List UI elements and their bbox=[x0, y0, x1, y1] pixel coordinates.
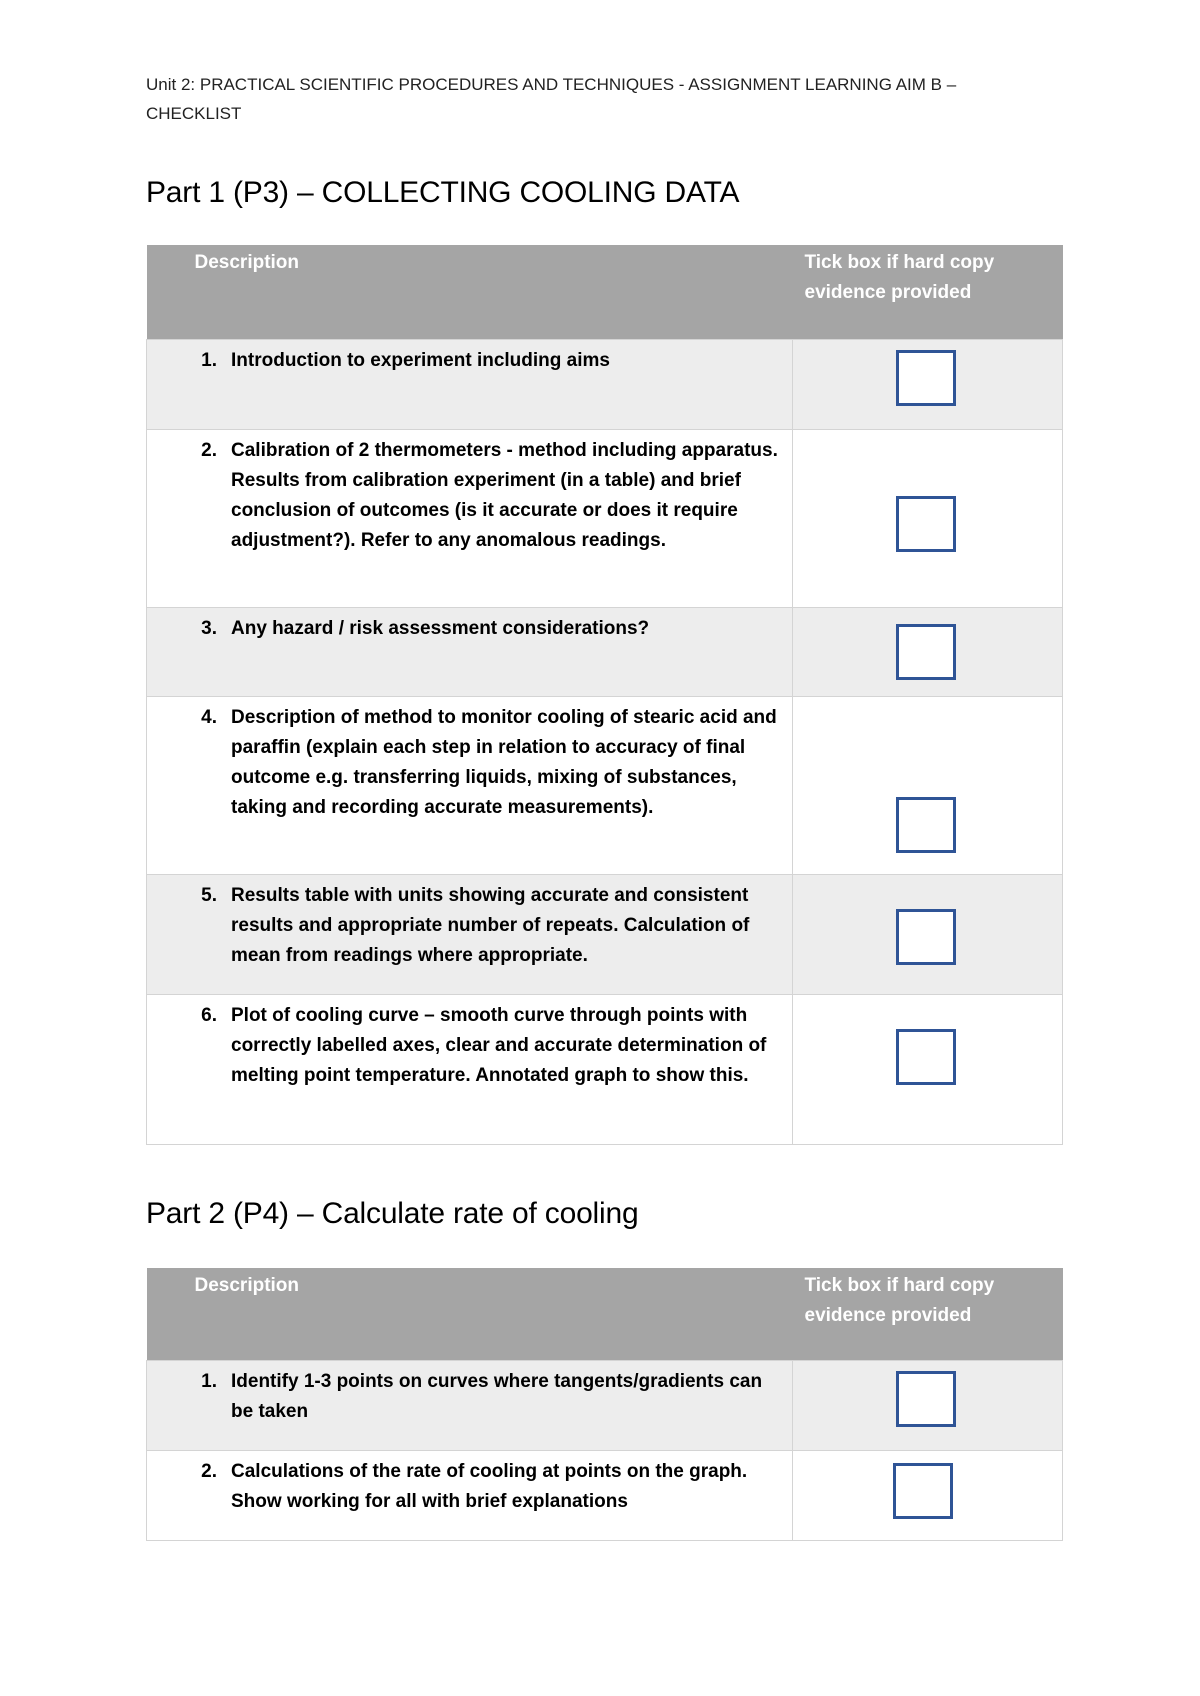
row-tick-cell bbox=[793, 339, 1063, 429]
item-number: 5. bbox=[201, 884, 217, 906]
item-number: 4. bbox=[201, 706, 217, 728]
table-row bbox=[147, 874, 1063, 994]
item-text: Results table with units showing accurate and consistent results and appropriate number of repeats. Calculation of mean from readings where appropriate. bbox=[231, 884, 750, 966]
row-tick-cell bbox=[793, 994, 1063, 1144]
part2-checklist-table bbox=[146, 1268, 1063, 1541]
tick-checkbox[interactable] bbox=[896, 496, 956, 552]
row-description bbox=[147, 429, 793, 607]
row-description bbox=[147, 874, 793, 994]
column-header-tick: Tick box if hard copy evidence provided bbox=[793, 1268, 1063, 1360]
row-description bbox=[147, 994, 793, 1144]
item-text: Calculations of the rate of cooling at points on the graph. Show working for all with brief explanations bbox=[231, 1460, 748, 1512]
row-description bbox=[147, 339, 793, 429]
table-header-row bbox=[147, 245, 1063, 339]
item-number: 2. bbox=[201, 1460, 217, 1482]
row-tick-cell bbox=[793, 1360, 1063, 1450]
table-row bbox=[147, 696, 1063, 874]
column-header-tick: Tick box if hard copy evidence provided bbox=[793, 245, 1063, 339]
row-tick-cell bbox=[793, 429, 1063, 607]
column-header-description: Description bbox=[147, 1268, 793, 1360]
row-tick-cell bbox=[793, 607, 1063, 696]
table-row bbox=[147, 607, 1063, 696]
tick-checkbox[interactable] bbox=[896, 1029, 956, 1085]
item-number: 1. bbox=[201, 349, 217, 371]
row-tick-cell bbox=[793, 1450, 1063, 1540]
item-text: Calibration of 2 thermometers - method including apparatus. Results from calibration experiment (in a table) and brief conclusion of outcomes (is it accurate or does it require adjustment?). Refer to any anomalous readings. bbox=[231, 439, 778, 551]
item-number: 2. bbox=[201, 439, 217, 461]
tick-checkbox[interactable] bbox=[896, 1371, 956, 1427]
row-tick-cell bbox=[793, 874, 1063, 994]
tick-checkbox[interactable] bbox=[896, 624, 956, 680]
part1-title: Part 1 (P3) – COLLECTING COOLING DATA bbox=[146, 176, 740, 209]
row-description bbox=[147, 607, 793, 696]
item-text: Introduction to experiment including aims bbox=[231, 349, 610, 371]
tick-checkbox[interactable] bbox=[896, 350, 956, 406]
row-tick-cell bbox=[793, 696, 1063, 874]
tick-checkbox[interactable] bbox=[893, 1463, 953, 1519]
item-text: Identify 1-3 points on curves where tangents/gradients can be taken bbox=[231, 1370, 763, 1422]
item-number: 3. bbox=[201, 617, 217, 639]
table-row bbox=[147, 1450, 1063, 1540]
table-row bbox=[147, 994, 1063, 1144]
item-number: 6. bbox=[201, 1004, 217, 1026]
table-row bbox=[147, 339, 1063, 429]
row-description bbox=[147, 1360, 793, 1450]
tick-checkbox[interactable] bbox=[896, 797, 956, 853]
part2-title: Part 2 (P4) – Calculate rate of cooling bbox=[146, 1197, 639, 1230]
row-description bbox=[147, 696, 793, 874]
column-header-description: Description bbox=[147, 245, 793, 339]
item-number: 1. bbox=[201, 1370, 217, 1392]
table-header-row bbox=[147, 1268, 1063, 1360]
item-text: Description of method to monitor cooling of stearic acid and paraffin (explain each step in relation to accuracy of final outcome e.g. transferring liquids, mixing of substances, taking and recording accurate measurements). bbox=[231, 706, 777, 818]
document-header: Unit 2: PRACTICAL SCIENTIFIC PROCEDURES AND TECHNIQUES - ASSIGNMENT LEARNING AIM B – CHECKLIST bbox=[146, 75, 957, 123]
row-description bbox=[147, 1450, 793, 1540]
item-text: Any hazard / risk assessment considerations? bbox=[231, 617, 650, 639]
table-row bbox=[147, 1360, 1063, 1450]
item-text: Plot of cooling curve – smooth curve through points with correctly labelled axes, clear and accurate determination of melting point temperature. Annotated graph to show this. bbox=[231, 1004, 767, 1086]
table-row bbox=[147, 429, 1063, 607]
tick-checkbox[interactable] bbox=[896, 909, 956, 965]
part1-checklist-table bbox=[146, 245, 1063, 1145]
